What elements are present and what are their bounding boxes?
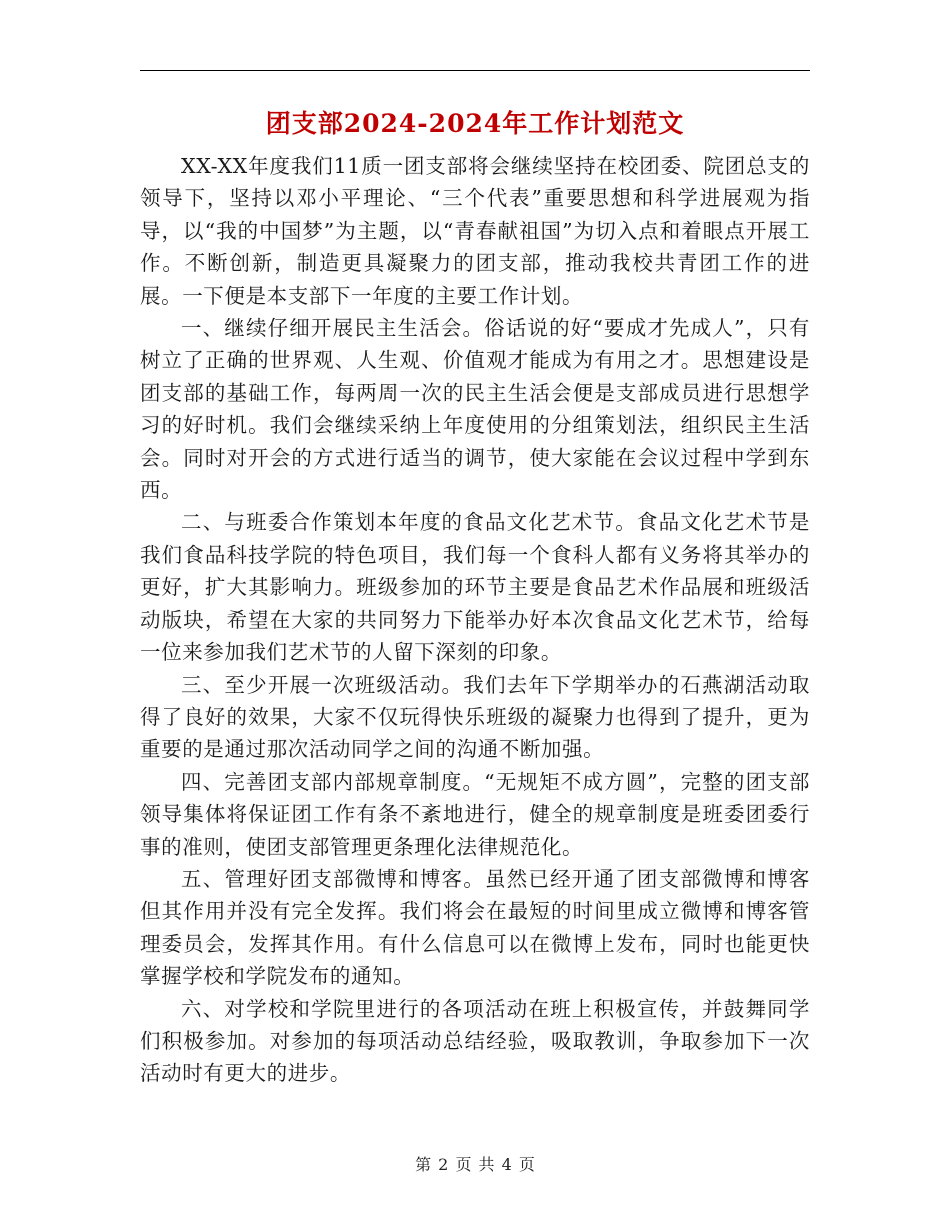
page-number-footer: 第 2 页 共 4 页: [415, 1155, 535, 1174]
document-body: [140, 150, 810, 1090]
paragraph-item-4: 四、完善团支部内部规章制度。“无规矩不成方圆”，完整的团支部领导集体将保证团工作有条不紊地进行，健全的规章制度是班委团委行事的准则，使团支部管理更条理化法律规范化。: [140, 769, 810, 859]
paragraph-item-6: 六、对学校和学院里进行的各项活动在班上积极宣传，并鼓舞同学们积极参加。对参加的每项活动总结经验，吸取教训，争取参加下一次活动时有更大的进步。: [140, 996, 810, 1086]
paragraph-item-5: 五、管理好团支部微博和博客。虽然已经开通了团支部微博和博客但其作用并没有完全发挥。我们将会在最短的时间里成立微博和博客管理委员会，发挥其作用。有什么信息可以在微博上发布，同时也能更快掌握学校和学院发布的通知。: [140, 866, 810, 989]
paragraph-intro: XX-XX年度我们11质一团支部将会继续坚持在校团委、院团总支的领导下，坚持以邓小平理论、“三个代表”重要思想和科学进展观为指导，以“我的中国梦”为主题，以“青春献祖国”为切入点和着眼点开展工作。不断创新，制造更具凝聚力的团支部，推动我校共青团工作的进展。一下便是本支部下一年度的主要工作计划。: [140, 154, 810, 308]
header-divider: [140, 70, 810, 71]
paragraph-item-3: 三、至少开展一次班级活动。我们去年下学期举办的石燕湖活动取得了良好的效果，大家不仅玩得快乐班级的凝聚力也得到了提升，更为重要的是通过那次活动同学之间的沟通不断加强。: [140, 672, 810, 762]
paragraph-item-2: 二、与班委合作策划本年度的食品文化艺术节。食品文化艺术节是我们食品科技学院的特色项目，我们每一个食科人都有义务将其举办的更好，扩大其影响力。班级参加的环节主要是食品艺术作品展和班级活动版块，希望在大家的共同努力下能举办好本次食品文化艺术节，给每一位来参加我们艺术节的人留下深刻的印象。: [140, 510, 810, 665]
paragraph-item-1: 一、继续仔细开展民主生活会。俗话说的好“要成才先成人”，只有树立了正确的世界观、人生观、价值观才能成为有用之才。思想建设是团支部的基础工作，每两周一次的民主生活会便是支部成员进行思想学习的好时机。我们会继续采纳上年度使用的分组策划法，组织民主生活会。同时对开会的方式进行适当的调节，使大家能在会议过程中学到东西。: [140, 316, 810, 503]
document-title: 团支部2024-2024年工作计划范文: [265, 109, 685, 138]
